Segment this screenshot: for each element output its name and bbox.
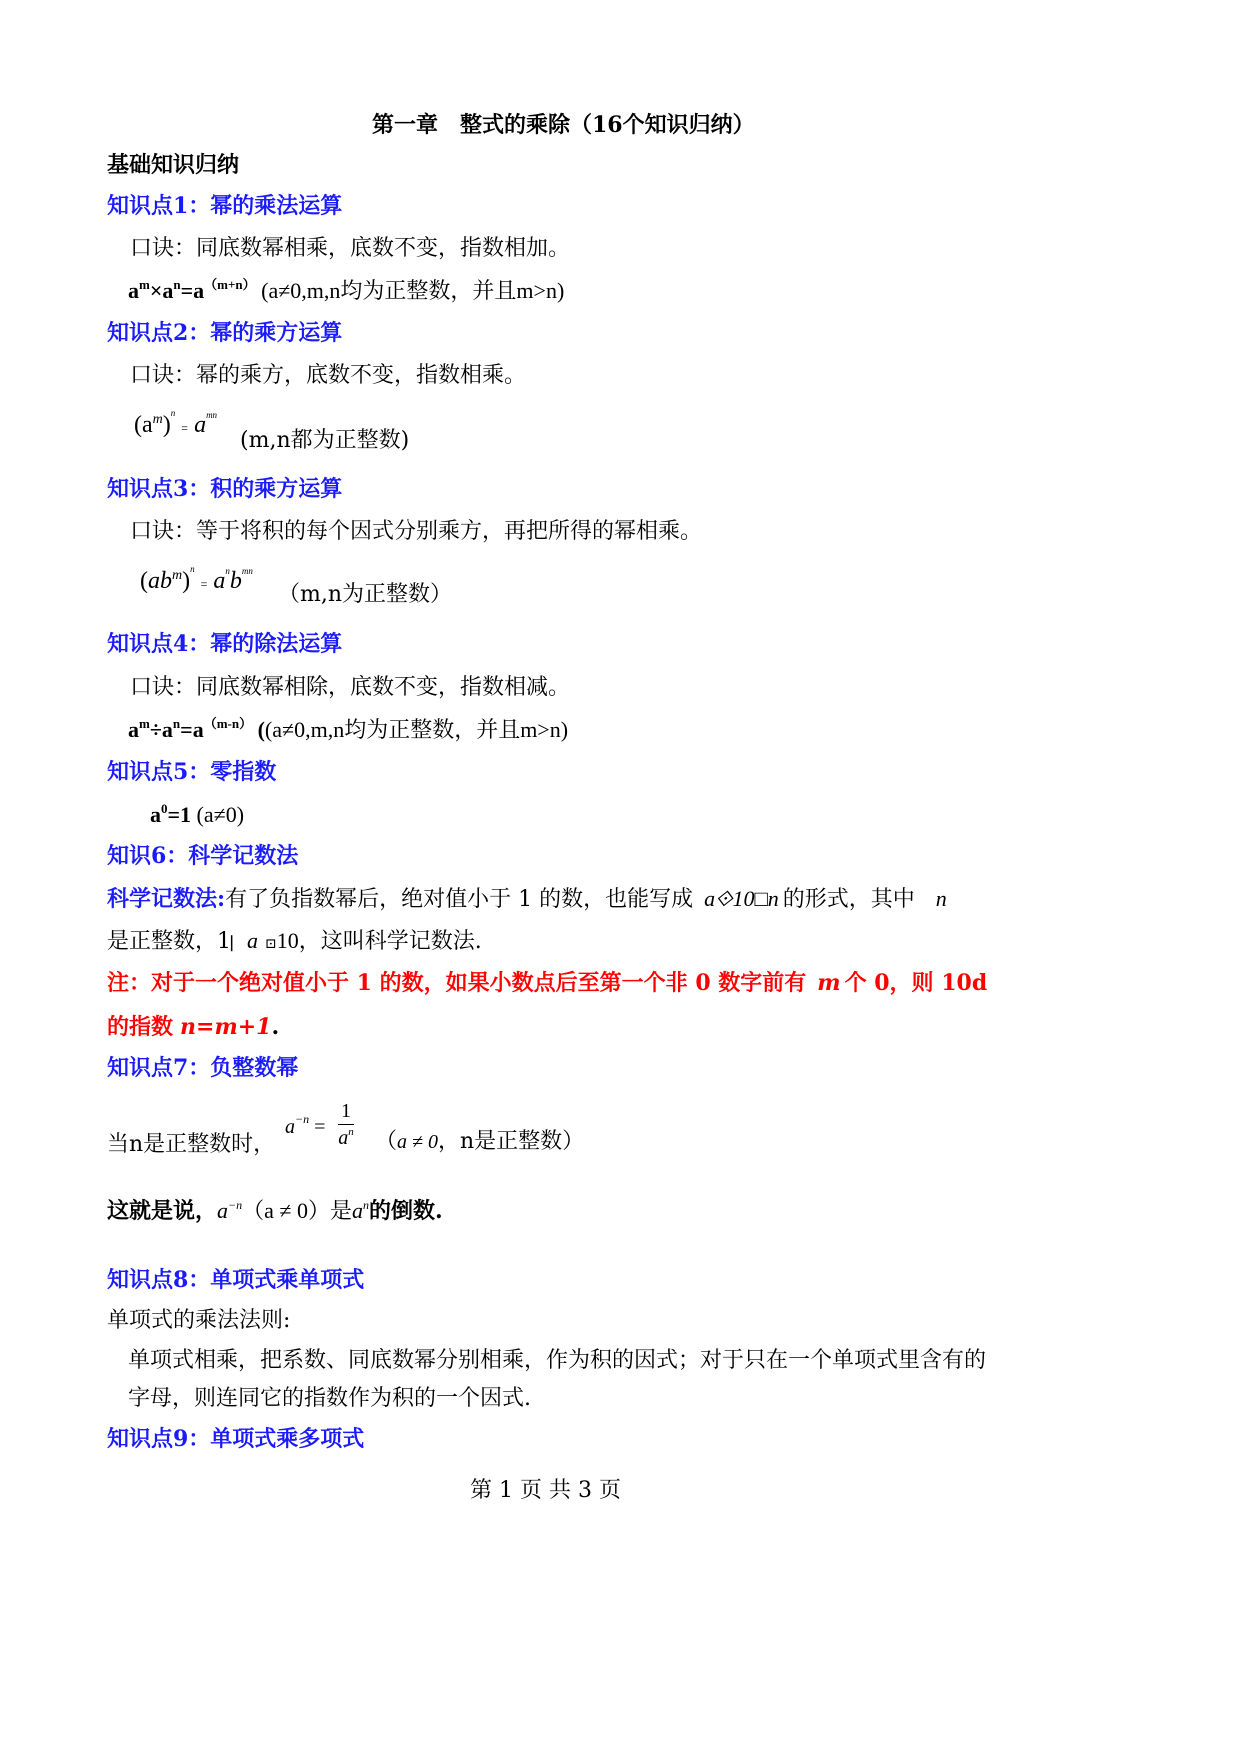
kp8-heading: 知识点8：单项式乘单项式: [107, 1267, 365, 1293]
section-heading: 基础知识归纳: [107, 152, 240, 178]
kp7-condition: （a ≠ 0，n是正整数）: [375, 1129, 585, 1154]
kp2-heading: 知识点2：幂的乘方运算: [107, 320, 343, 346]
kp2-formula: $(a^m)^n = a^{mn}$: [134, 408, 218, 438]
kp3-formula: $(ab^m)^n = a^nb^{mn}$: [140, 564, 253, 594]
kp7-summary: 这就是说，$a^{-n}(a \ne 0)$是$a^n$的倒数.: [107, 1198, 443, 1224]
kp6-line1: 科学记数法:有了负指数幂后，绝对值小于 1 的数，也能写成 a⟐10□n 的形式，其中 n: [107, 886, 947, 912]
kp3-heading: 知识点3：积的乘方运算: [107, 476, 343, 502]
page-footer: 第 1 页 共 3 页: [470, 1478, 621, 1503]
kp8-body-line2: 字母，则连同它的指数作为积的一个因式.: [128, 1386, 531, 1411]
kp1-formula: $a^m\times a^n=a^{(m+n)}$ (a≠0,m,n均为正整数，并且m>n): [128, 277, 565, 303]
kp4-rule: 口诀：同底数幂相除，底数不变，指数相减。: [130, 675, 571, 700]
kp1-condition: (a≠0,m,n均为正整数，并且m>n): [261, 278, 565, 303]
page-title: 第一章 整式的乘除（16个知识归纳）: [372, 112, 755, 138]
kp6-note-line2: 的指数 n=m+1.: [107, 1014, 280, 1040]
kp4-heading: 知识点4：幂的除法运算: [107, 631, 343, 657]
kp1-heading: 知识点1：幂的乘法运算: [107, 193, 343, 219]
kp6-line2: 是正整数，1⎸a ⊡10，这叫科学记数法.: [107, 928, 482, 954]
kp6-note-line1: 注：对于一个绝对值小于 1 的数，如果小数点后至第一个非 0 数字前有 m 个 0，则 10d: [107, 970, 988, 996]
kp5-condition: (a≠0): [196, 802, 245, 827]
kp2-condition: (m,n都为正整数): [240, 428, 410, 453]
kp3-rule: 口诀：等于将积的每个因式分别乘方，再把所得的幂相乘。: [130, 519, 703, 544]
kp5-formula: $a^0=1$ (a≠0): [150, 801, 245, 827]
kp5-heading: 知识点5：零指数: [107, 759, 277, 785]
kp6-heading: 知识6：科学记数法: [107, 843, 299, 869]
kp7-when: 当n是正整数时，: [107, 1132, 276, 1157]
kp4-condition: (a≠0,m,n均为正整数，并且m>n): [264, 717, 569, 742]
kp3-condition: （m,n为正整数）: [278, 582, 453, 607]
kp7-lhs: $a^{-n}$ =: [285, 1112, 326, 1138]
kp9-heading: 知识点9：单项式乘多项式: [107, 1426, 365, 1452]
kp1-rule: 口诀：同底数幂相乘，底数不变，指数相加。: [130, 236, 571, 261]
kp8-sub: 单项式的乘法法则:: [107, 1308, 291, 1333]
kp7-fraction: $\frac{1}{a^n}$: [338, 1100, 354, 1149]
kp2-rule: 口诀：幂的乘方，底数不变，指数相乘。: [130, 363, 527, 388]
kp7-heading: 知识点7：负整数幂: [107, 1055, 299, 1081]
kp4-formula: $a^m\div a^n=a^{(m-n)}$ ((a≠0,m,n均为正整数，并且m>n): [128, 716, 569, 742]
kp8-body-line1: 单项式相乘，把系数、同底数幂分别相乘，作为积的因式；对于只在一个单项式里含有的: [128, 1348, 987, 1373]
